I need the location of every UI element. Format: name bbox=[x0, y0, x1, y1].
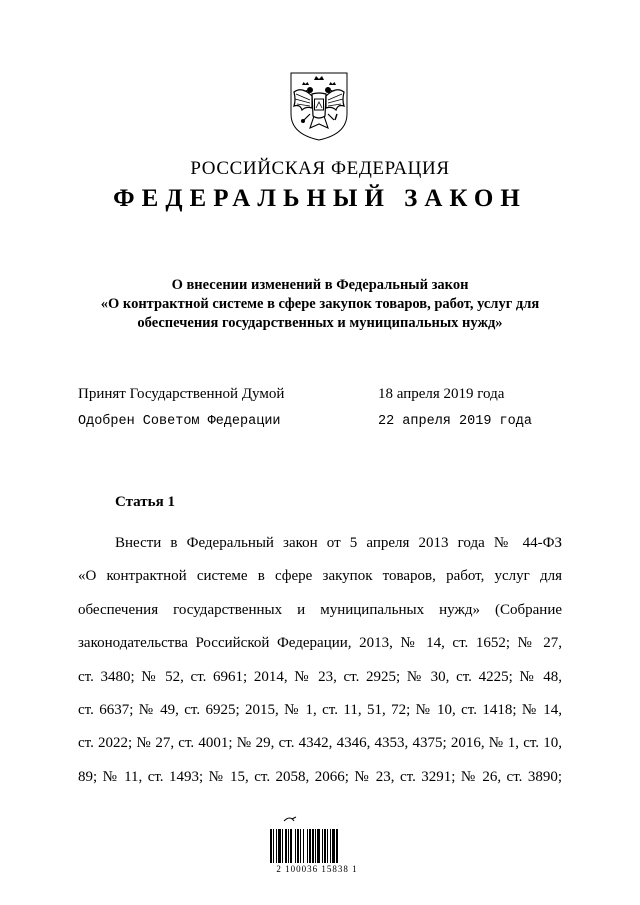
article-body bbox=[78, 527, 562, 794]
body-line: «О контрактной системе в сфере закупок товаров, работ, услуг для bbox=[78, 568, 562, 585]
body-line: ст. 3480; № 52, ст. 6961; 2014, № 23, ст. 2925; № 30, ст. 4225; № 48, bbox=[78, 668, 562, 685]
body-line: обеспечения государственных и муниципальных нужд» (Собрание bbox=[78, 601, 562, 618]
title-line: О внесении изменений в Федеральный закон bbox=[171, 277, 469, 293]
body-line: 89; № 11, ст. 1493; № 15, ст. 2058, 2066; № 23, ст. 3291; № 26, ст. 3890; bbox=[78, 768, 562, 785]
document-type: ФЕДЕРАЛЬНЫЙ ЗАКОН bbox=[113, 185, 527, 212]
body-line: ст. 6637; № 49, ст. 6925; 2015, № 1, ст. 11, 51, 72; № 10, ст. 1418; № 14, bbox=[78, 701, 562, 718]
article-heading: Статья 1 bbox=[115, 494, 175, 510]
barcode-number: 2 100036 15838 1 bbox=[276, 864, 358, 874]
title-line: обеспечения государственных и муниципальных нужд» bbox=[137, 315, 503, 331]
adoption-row-duma bbox=[78, 386, 505, 403]
law-title bbox=[60, 276, 580, 333]
council-date: 22 апреля 2019 года bbox=[378, 414, 532, 429]
coat-of-arms-emblem bbox=[288, 70, 350, 142]
duma-date: 18 апреля 2019 года bbox=[378, 386, 505, 402]
adoption-row-council bbox=[78, 414, 532, 429]
title-line: «О контрактной системе в сфере закупок товаров, работ, услуг для bbox=[100, 296, 540, 312]
body-line: законодательства Российской Федерации, 2013, № 14, ст. 1652; № 27, bbox=[78, 635, 562, 652]
duma-label: Принят Государственной Думой bbox=[78, 386, 285, 402]
russian-coat-of-arms-icon bbox=[288, 70, 350, 142]
barcode bbox=[268, 815, 364, 865]
body-line: ст. 2022; № 27, ст. 4001; № 29, ст. 4342, 4346, 4353, 4375; 2016, № 1, ст. 10, bbox=[78, 735, 562, 752]
body-line: Внести в Федеральный закон от 5 апреля 2013 года № 44-ФЗ bbox=[115, 535, 562, 551]
country-name: РОССИЙСКАЯ ФЕДЕРАЦИЯ bbox=[190, 158, 450, 179]
council-label: Одобрен Советом Федерации bbox=[78, 414, 281, 429]
barcode-icon bbox=[268, 815, 364, 865]
